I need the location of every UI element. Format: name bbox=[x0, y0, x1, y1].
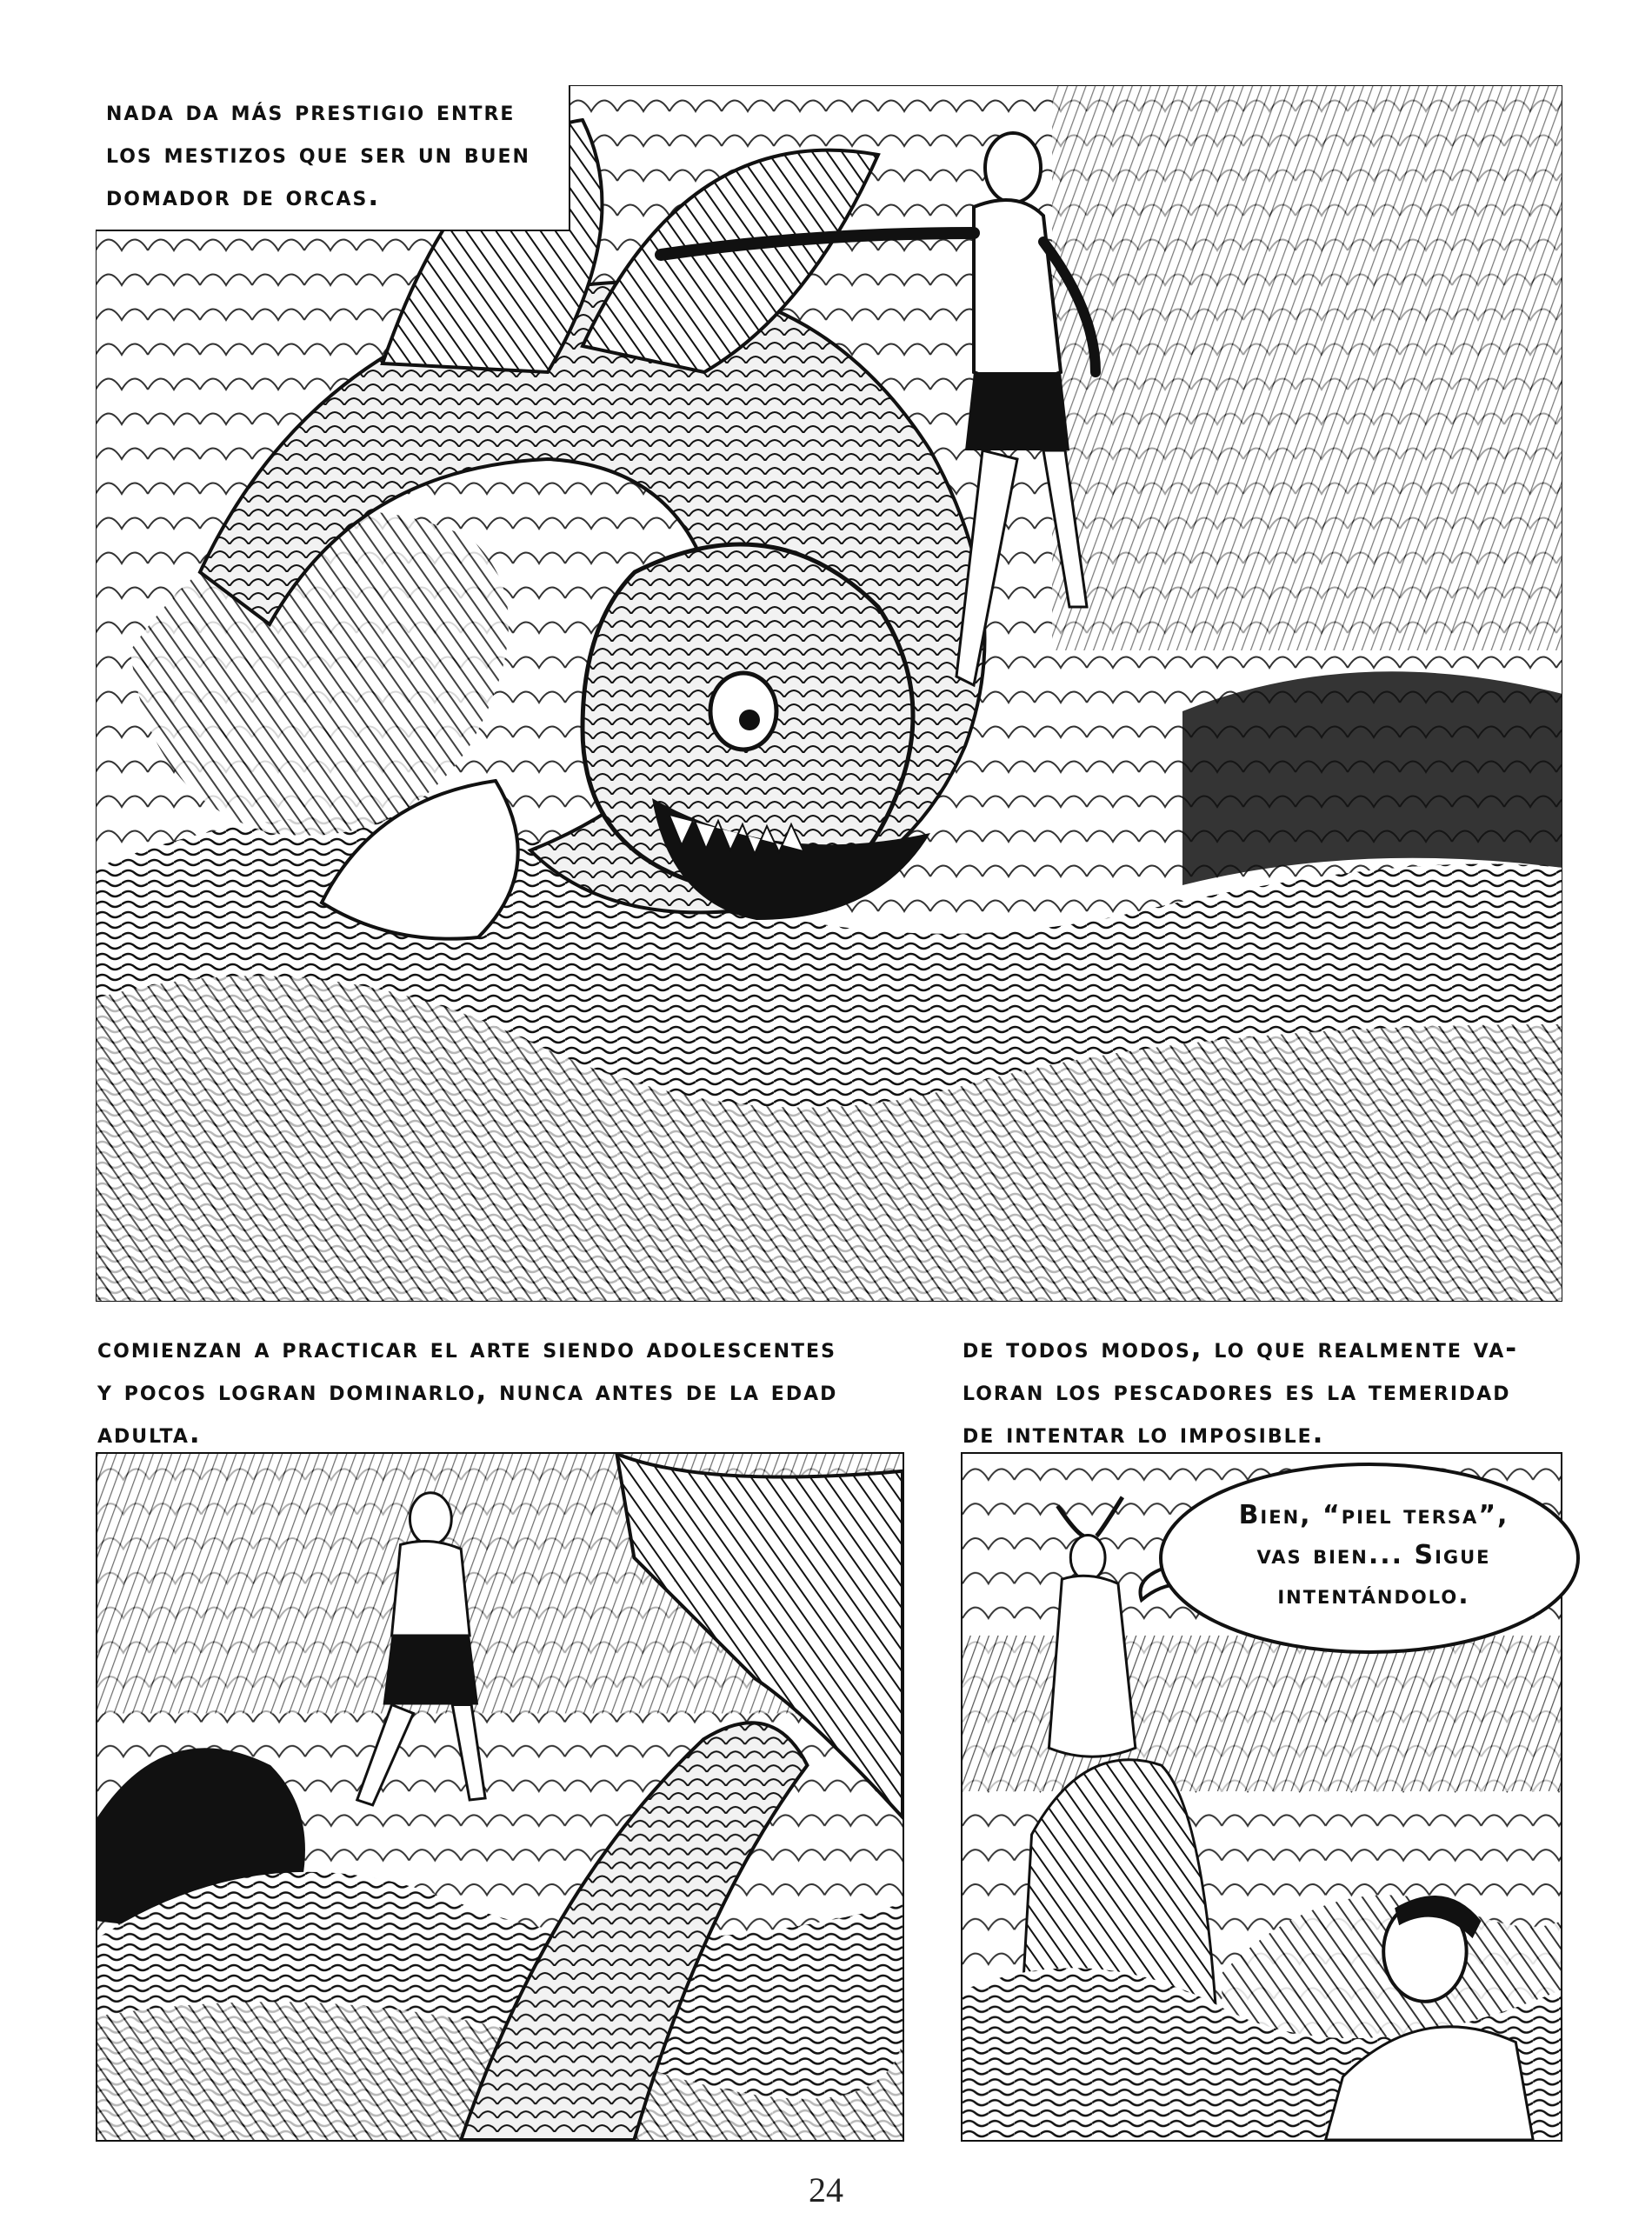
speech-bubble-line-1: Bien, “piel tersa”, bbox=[1238, 1500, 1509, 1530]
speech-bubble-line-3: intentándolo. bbox=[1277, 1580, 1470, 1610]
panel-2-illustration bbox=[97, 1454, 903, 2140]
speech-bubble-text bbox=[1187, 1496, 1561, 1616]
caption-1-line-3: domador de orcas. bbox=[106, 181, 381, 212]
caption-2-line-1: comienzan a practicar el arte siendo adolescentes bbox=[97, 1333, 836, 1364]
caption-1-line-1: nada da más prestigio entre bbox=[106, 96, 516, 127]
caption-2 bbox=[97, 1328, 915, 1456]
caption-3 bbox=[963, 1328, 1571, 1456]
panel-2 bbox=[96, 1452, 904, 2142]
panel-1 bbox=[96, 85, 1562, 1302]
speech-bubble-line-2: vas bien... Sigue bbox=[1256, 1540, 1491, 1570]
caption-2-line-2: y pocos logran dominarlo, nunca antes de la edad bbox=[97, 1376, 838, 1407]
caption-3-line-2: loran los pescadores es la temeridad bbox=[963, 1376, 1511, 1407]
caption-3-line-3: de intentar lo imposible. bbox=[963, 1418, 1325, 1450]
panel-1-illustration bbox=[96, 85, 1562, 1302]
speech-bubble bbox=[1135, 1456, 1587, 1661]
page-number: 24 bbox=[809, 2170, 843, 2209]
caption-3-line-1: de todos modos, lo que realmente va- bbox=[963, 1333, 1519, 1364]
caption-2-line-3: adulta. bbox=[97, 1418, 202, 1450]
caption-1-line-2: los mestizos que ser un buen bbox=[106, 138, 530, 170]
